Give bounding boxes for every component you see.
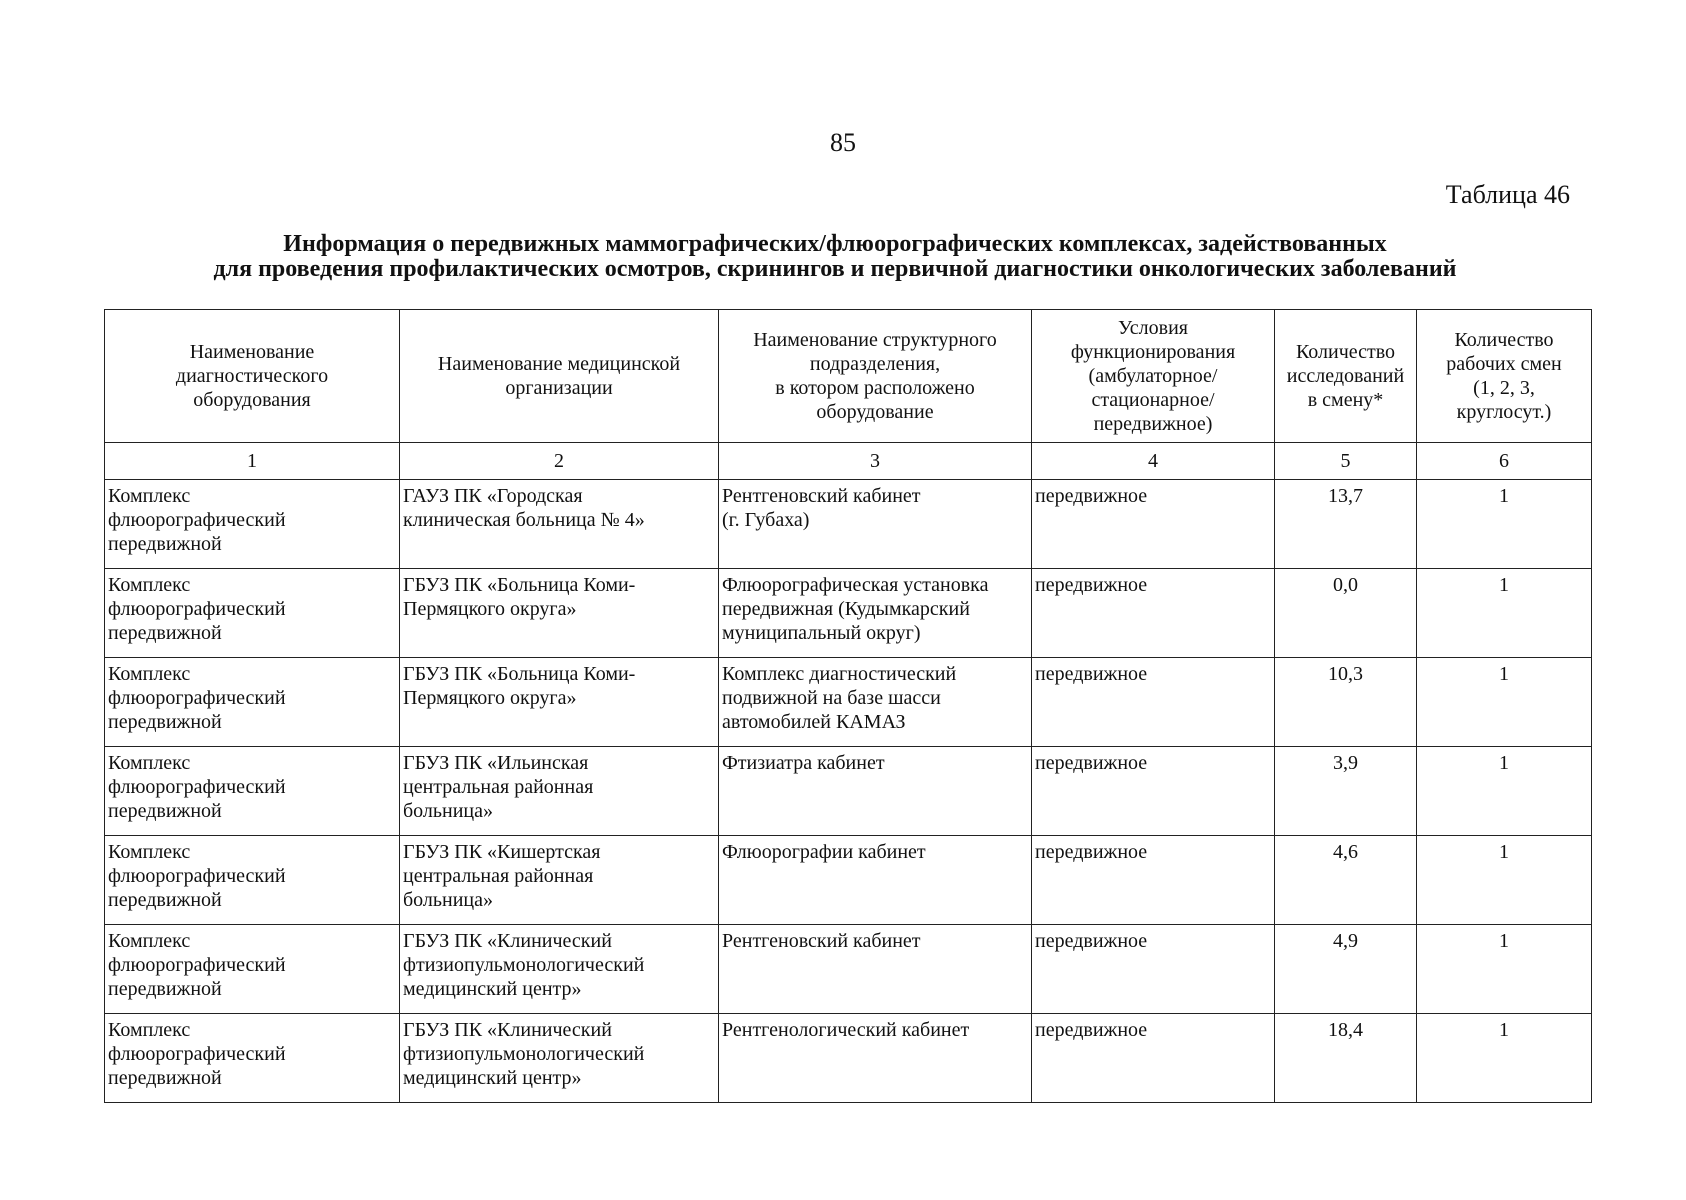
header-organization-line: Наименование медицинской (437, 353, 681, 375)
header-unit-line: Наименование структурного (753, 329, 997, 351)
cell-conditions: передвижное (1032, 1014, 1275, 1103)
column-number: 2 (400, 443, 719, 480)
cell-conditions: передвижное (1032, 747, 1275, 836)
cell-organization-line: ГБУЗ ПК «Больница Коми- (403, 663, 636, 685)
cell-equipment-line: Комплекс (108, 574, 191, 596)
title-line-2: для проведения профилактических осмотров, скринингов и первичной диагностики онкологических заболеваний (213, 256, 1457, 282)
cell-equipment-line: флюорографический (108, 687, 286, 709)
header-conditions-line: (амбулаторное/ (1088, 365, 1218, 387)
cell-unit-line: Фтизиатра кабинет (722, 752, 885, 774)
cell-organization-line: ГБУЗ ПК «Больница Коми- (403, 574, 636, 596)
cell-organization (400, 569, 719, 658)
cell-equipment-line: Комплекс (108, 663, 191, 685)
header-conditions (1032, 310, 1275, 443)
header-row (105, 310, 1592, 443)
column-number: 3 (719, 443, 1032, 480)
cell-unit-line: Комплекс диагностический (722, 663, 957, 685)
cell-equipment-line: Комплекс (108, 1019, 191, 1041)
cell-unit-line: Флюорографии кабинет (722, 841, 926, 863)
cell-organization-line: ГБУЗ ПК «Клинический (403, 930, 612, 952)
cell-shifts: 1 (1417, 480, 1592, 569)
cell-studies: 13,7 (1275, 480, 1417, 569)
cell-shifts: 1 (1417, 925, 1592, 1014)
header-conditions-line: передвижное) (1093, 413, 1213, 435)
cell-studies: 0,0 (1275, 569, 1417, 658)
cell-organization-line: ГБУЗ ПК «Ильинская (403, 752, 589, 774)
cell-equipment (105, 658, 400, 747)
cell-unit (719, 1014, 1032, 1103)
header-conditions-line: Условия (1118, 317, 1188, 339)
cell-shifts: 1 (1417, 747, 1592, 836)
equipment-table (104, 309, 1592, 1103)
cell-organization (400, 747, 719, 836)
cell-organization-line: больница» (403, 889, 493, 911)
table-body (105, 443, 1592, 1103)
header-equipment-line: Наименование (189, 341, 315, 363)
header-equipment-line: оборудования (193, 389, 311, 411)
column-number: 6 (1417, 443, 1592, 480)
cell-unit (719, 658, 1032, 747)
table-row (105, 925, 1592, 1014)
cell-conditions: передвижное (1032, 925, 1275, 1014)
header-organization-line: организации (505, 377, 613, 399)
cell-unit-line: передвижная (Кудымкарский (722, 598, 970, 620)
header-unit-line: оборудование (816, 401, 934, 423)
cell-conditions: передвижное (1032, 658, 1275, 747)
column-number-row (105, 443, 1592, 480)
cell-organization-line: Пермяцкого округа» (403, 598, 577, 620)
cell-studies: 4,6 (1275, 836, 1417, 925)
cell-unit (719, 569, 1032, 658)
cell-studies: 18,4 (1275, 1014, 1417, 1103)
cell-equipment (105, 836, 400, 925)
table-row (105, 1014, 1592, 1103)
header-unit-line: подразделения, (809, 353, 941, 375)
cell-unit (719, 836, 1032, 925)
cell-organization-line: ГБУЗ ПК «Кишертская (403, 841, 601, 863)
table-row (105, 836, 1592, 925)
header-shifts (1417, 310, 1592, 443)
cell-unit-line: автомобилей КАМАЗ (722, 711, 906, 733)
cell-studies: 4,9 (1275, 925, 1417, 1014)
header-shifts-line: (1, 2, 3, (1473, 377, 1535, 399)
cell-organization (400, 1014, 719, 1103)
cell-conditions: передвижное (1032, 569, 1275, 658)
column-number: 4 (1032, 443, 1275, 480)
header-shifts-line: рабочих смен (1446, 353, 1562, 375)
cell-equipment-line: передвижной (108, 889, 222, 911)
header-conditions-line: функционирования (1070, 341, 1236, 363)
cell-shifts: 1 (1417, 569, 1592, 658)
cell-organization-line: фтизиопульмонологический (403, 954, 645, 976)
cell-equipment-line: Комплекс (108, 752, 191, 774)
cell-equipment-line: передвижной (108, 978, 222, 1000)
cell-equipment-line: передвижной (108, 533, 222, 555)
cell-organization (400, 925, 719, 1014)
cell-equipment (105, 480, 400, 569)
cell-shifts: 1 (1417, 658, 1592, 747)
cell-conditions: передвижное (1032, 836, 1275, 925)
cell-unit-line: Рентгенологический кабинет (722, 1019, 970, 1041)
cell-organization-line: больница» (403, 800, 493, 822)
cell-equipment-line: Комплекс (108, 930, 191, 952)
cell-organization-line: медицинский центр» (403, 1067, 582, 1089)
page-number: 85 (830, 128, 856, 157)
cell-unit-line: подвижной на базе шасси (722, 687, 941, 709)
table-row (105, 480, 1592, 569)
cell-unit-line: Рентгеновский кабинет (722, 930, 921, 952)
table-row (105, 569, 1592, 658)
column-number: 1 (105, 443, 400, 480)
header-studies-line: Количество (1295, 341, 1396, 363)
cell-organization-line: ГАУЗ ПК «Городская (403, 485, 583, 507)
cell-shifts: 1 (1417, 1014, 1592, 1103)
cell-organization (400, 480, 719, 569)
cell-equipment-line: флюорографический (108, 509, 286, 531)
header-studies (1275, 310, 1417, 443)
header-equipment (105, 310, 400, 443)
cell-organization-line: клиническая больница № 4» (403, 509, 645, 531)
header-equipment-line: диагностического (175, 365, 329, 387)
cell-organization-line: центральная районная (403, 776, 594, 798)
cell-shifts: 1 (1417, 836, 1592, 925)
header-shifts-line: Количество (1454, 329, 1554, 351)
cell-organization-line: Пермяцкого округа» (403, 687, 577, 709)
cell-equipment-line: флюорографический (108, 865, 286, 887)
column-number: 5 (1275, 443, 1417, 480)
cell-organization-line: фтизиопульмонологический (403, 1043, 645, 1065)
title-line-1: Информация о передвижных маммографических/флюорографических комплексах, задействованных (283, 231, 1387, 257)
document-title (80, 232, 1590, 282)
cell-studies: 10,3 (1275, 658, 1417, 747)
cell-unit (719, 480, 1032, 569)
cell-equipment-line: передвижной (108, 1067, 222, 1089)
cell-conditions: передвижное (1032, 480, 1275, 569)
header-unit-line: в котором расположено (775, 377, 975, 399)
header-conditions-line: стационарное/ (1091, 389, 1215, 411)
cell-unit-line: Флюорографическая установка (722, 574, 989, 596)
header-studies-line: в смену* (1307, 389, 1384, 411)
cell-organization-line: медицинский центр» (403, 978, 582, 1000)
cell-studies: 3,9 (1275, 747, 1417, 836)
header-studies-line: исследований (1286, 365, 1405, 387)
cell-organization-line: центральная районная (403, 865, 594, 887)
header-shifts-line: круглосут.) (1456, 401, 1552, 423)
cell-equipment (105, 1014, 400, 1103)
cell-equipment-line: флюорографический (108, 1043, 286, 1065)
cell-equipment-line: Комплекс (108, 841, 191, 863)
table-label: Таблица 46 (1445, 180, 1570, 209)
cell-equipment-line: передвижной (108, 622, 222, 644)
cell-equipment-line: Комплекс (108, 485, 191, 507)
cell-equipment (105, 747, 400, 836)
header-unit (719, 310, 1032, 443)
cell-unit-line: (г. Губаха) (722, 509, 810, 531)
table-row (105, 747, 1592, 836)
table-row (105, 658, 1592, 747)
cell-organization-line: ГБУЗ ПК «Клинический (403, 1019, 612, 1041)
cell-unit (719, 925, 1032, 1014)
cell-equipment (105, 569, 400, 658)
cell-equipment (105, 925, 400, 1014)
cell-unit-line: муниципальный округ) (722, 622, 921, 644)
cell-equipment-line: флюорографический (108, 776, 286, 798)
cell-organization (400, 836, 719, 925)
cell-organization (400, 658, 719, 747)
cell-equipment-line: передвижной (108, 800, 222, 822)
cell-equipment-line: передвижной (108, 711, 222, 733)
cell-equipment-line: флюорографический (108, 954, 286, 976)
cell-unit (719, 747, 1032, 836)
cell-unit-line: Рентгеновский кабинет (722, 485, 921, 507)
cell-equipment-line: флюорографический (108, 598, 286, 620)
header-organization (400, 310, 719, 443)
